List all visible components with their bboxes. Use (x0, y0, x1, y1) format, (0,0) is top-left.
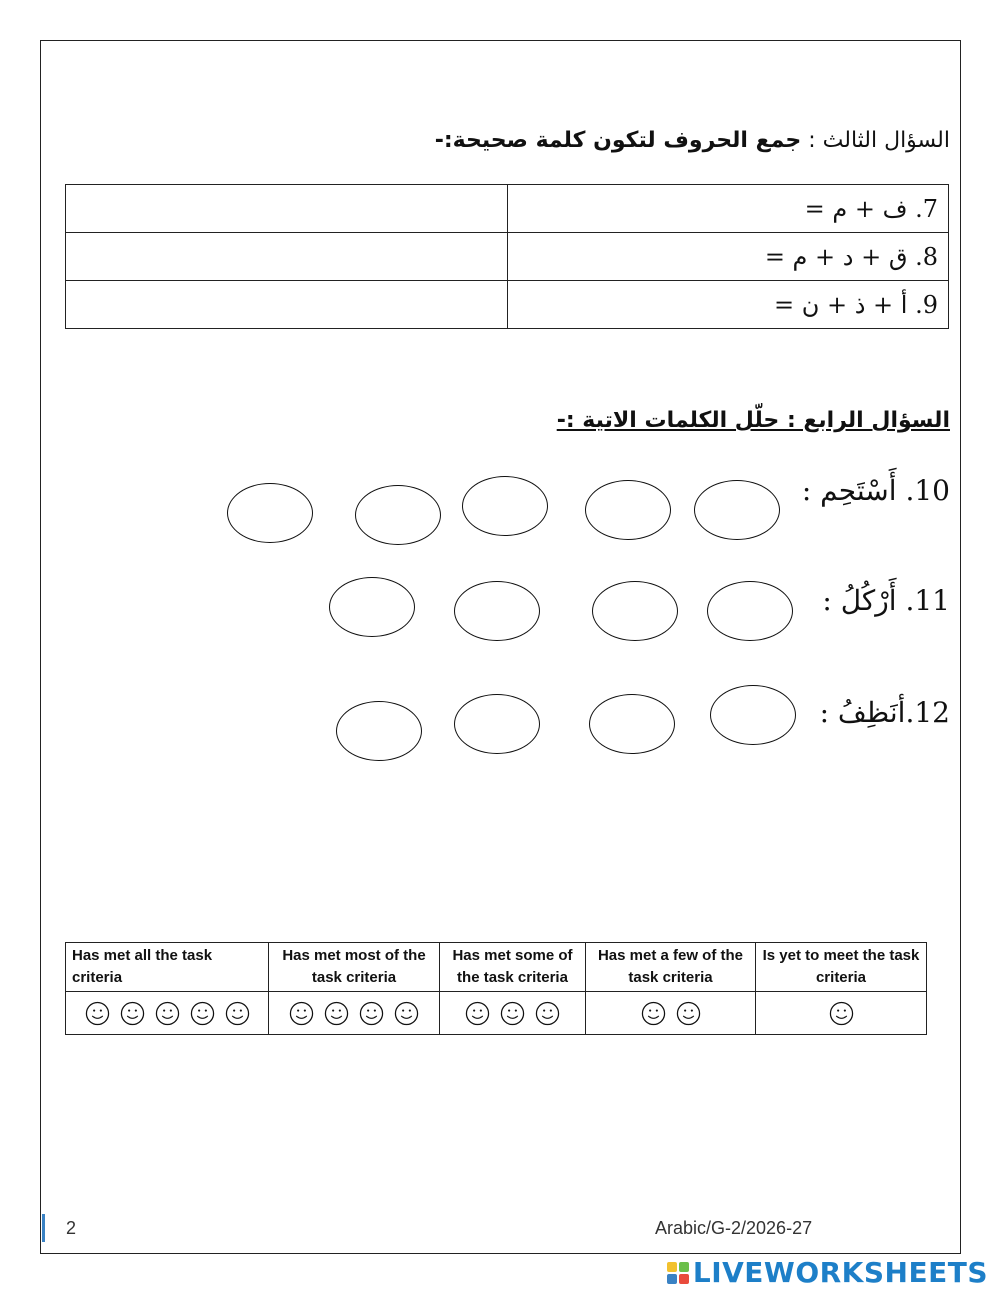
syllable-oval[interactable] (694, 480, 780, 540)
logo-square (667, 1262, 677, 1272)
rubric-header-row (66, 943, 927, 992)
table-row (66, 233, 949, 281)
syllable-oval[interactable] (585, 480, 671, 540)
syllable-oval[interactable] (707, 581, 793, 641)
footer-accent-bar (42, 1214, 45, 1242)
logo-square (679, 1262, 689, 1272)
syllable-oval[interactable] (329, 577, 415, 637)
brand-text: LIVEWORKSHEETS (692, 1256, 988, 1289)
syllable-oval[interactable] (454, 694, 540, 754)
rubric-smiley-cell[interactable] (586, 992, 756, 1035)
smiley-face-icon[interactable] (829, 1001, 854, 1026)
smiley-face-icon[interactable] (465, 1001, 490, 1026)
rubric-smiley-cell[interactable] (66, 992, 269, 1035)
rubric-header-few: Has met a few of the task criteria (586, 943, 756, 992)
word-label-10: 10. أَسْتَحِم : (801, 474, 950, 507)
equation-7: 7. ف + م = (507, 185, 949, 233)
footer-code: Arabic/G-2/2026-27 (655, 1218, 813, 1238)
logo-square (679, 1274, 689, 1284)
rubric-smiley-cell[interactable] (756, 992, 927, 1035)
rubric-smiley-row (66, 992, 927, 1035)
table-row (66, 185, 949, 233)
answer-cell-7[interactable] (66, 185, 508, 233)
smiley-face-icon[interactable] (500, 1001, 525, 1026)
smiley-face-icon[interactable] (535, 1001, 560, 1026)
syllable-oval[interactable] (710, 685, 796, 745)
smiley-face-icon[interactable] (676, 1001, 701, 1026)
smiley-face-icon[interactable] (120, 1001, 145, 1026)
question3-heading (435, 128, 950, 153)
answer-cell-9[interactable] (66, 281, 508, 329)
rubric-smiley-cell[interactable] (269, 992, 440, 1035)
page-number: 2 (66, 1218, 77, 1238)
equation-9: 9. أ + ذ + ن = (507, 281, 949, 329)
syllable-oval[interactable] (454, 581, 540, 641)
question4-heading: السؤال الرابع : حلّل الكلمات الاتية :- (556, 408, 950, 433)
logo-square (667, 1274, 677, 1284)
rubric-smiley-cell[interactable] (440, 992, 586, 1035)
syllable-oval[interactable] (355, 485, 441, 545)
syllable-oval[interactable] (589, 694, 675, 754)
syllable-oval[interactable] (336, 701, 422, 761)
question3-instruction: جمع الحروف لتكون كلمة صحيحة:- (434, 128, 802, 153)
rubric-header-some: Has met some of the task criteria (440, 943, 586, 992)
syllable-oval[interactable] (462, 476, 548, 536)
smiley-face-icon[interactable] (359, 1001, 384, 1026)
answer-cell-8[interactable] (66, 233, 508, 281)
word-label-12: 12.أنَظِفُ : (819, 696, 950, 729)
smiley-face-icon[interactable] (394, 1001, 419, 1026)
smiley-face-icon[interactable] (155, 1001, 180, 1026)
rubric-header-most: Has met most of the task criteria (269, 943, 440, 992)
syllable-oval[interactable] (592, 581, 678, 641)
equation-8: 8. ق + د + م = (507, 233, 949, 281)
rubric-table (65, 942, 927, 1035)
word-label-11: 11. أَرْكُلُ : (822, 584, 950, 617)
liveworksheets-brand (667, 1256, 988, 1289)
syllable-oval[interactable] (227, 483, 313, 543)
smiley-face-icon[interactable] (324, 1001, 349, 1026)
rubric-header-all: Has met all the task criteria (66, 943, 269, 992)
combine-letters-table (65, 184, 949, 329)
liveworksheets-logo-icon (667, 1262, 689, 1284)
question3-label: السؤال الثالث : (801, 128, 950, 153)
rubric-header-yet: Is yet to meet the task criteria (756, 943, 927, 992)
smiley-face-icon[interactable] (85, 1001, 110, 1026)
smiley-face-icon[interactable] (641, 1001, 666, 1026)
table-row (66, 281, 949, 329)
smiley-face-icon[interactable] (190, 1001, 215, 1026)
smiley-face-icon[interactable] (225, 1001, 250, 1026)
smiley-face-icon[interactable] (289, 1001, 314, 1026)
